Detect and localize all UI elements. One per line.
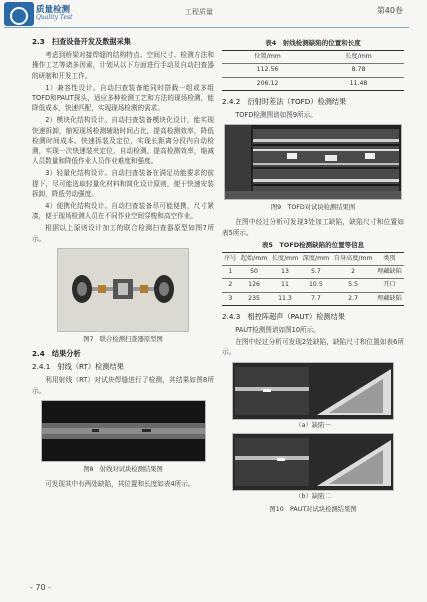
- paragraph: 在图中经过分析可发现2处缺陷，缺陷尺寸和位置如表6所示。: [222, 338, 404, 357]
- table-cell: 206.12: [222, 77, 313, 90]
- paragraph: 根据以上原则设计加工的联合检测扫查器原型如图7所示。: [32, 224, 214, 243]
- paragraph: 利用射线（RT）对试块焊缝进行了检测，其结果如图8所示。: [32, 376, 214, 395]
- figure-caption: 图10 PAUT对试块检测结果图: [269, 506, 357, 514]
- section-heading: 2.3 扫查设备开发及数据采集: [32, 37, 131, 46]
- table-header: 序号: [222, 253, 239, 266]
- section-heading: 2.4 结果分析: [32, 349, 81, 359]
- paragraph: 3）轻量化结构设计。自动扫查装备在满足功能要求的前提下，尽可能选取轻量化材料和简化设计原则，便于快速安装拆卸，降低劳动强度。: [32, 169, 214, 198]
- table-cell: 3: [222, 292, 239, 305]
- journal-name: 质量检测: [36, 5, 71, 15]
- right-column: [222, 36, 404, 519]
- paragraph: PAUT检测图谱如图10所示。: [235, 326, 320, 335]
- table-cell: 5.5: [331, 279, 374, 292]
- table-cell: 126: [239, 279, 270, 292]
- table-cell: 11.3: [270, 292, 301, 305]
- table-header: 自身高度/mm: [331, 253, 374, 266]
- table-cell: 5.7: [300, 266, 331, 279]
- paut-scan-b-illustration: [233, 434, 393, 490]
- table-cell: 11: [270, 279, 301, 292]
- table-cell: 开口: [375, 279, 404, 292]
- table-cell: 7.7: [300, 292, 331, 305]
- table-header: 位置/mm: [222, 51, 313, 64]
- paragraph: 可发现其中有两处缺陷，其位置和长度如表4所示。: [45, 480, 195, 489]
- figure-10a-paut-image: [232, 362, 394, 420]
- page-header: [0, 0, 427, 30]
- table-row: [222, 64, 404, 77]
- subsection-heading: 2.4.1 射线（RT）检测结果: [32, 362, 124, 372]
- table-header: 起始/mm: [239, 253, 270, 266]
- subfigure-caption: （b）缺陷二: [295, 492, 331, 500]
- subsection-heading: 2.4.3 相控阵超声（PAUT）检测结果: [222, 311, 345, 321]
- table-cell: 2.7: [331, 292, 374, 305]
- figure-caption: 图7 联合检测扫查器原型图: [83, 335, 163, 343]
- table-4-title: 表4 射线检测缺陷的位置和长度: [265, 39, 361, 47]
- figure-10b-paut-image: [232, 433, 394, 491]
- table-cell: 2: [222, 279, 239, 292]
- paragraph: 1）兼容性设计。自动扫查装备能同时搭载一组或多组TOFD和PAUT探头，适应多种检测工艺和方法的现场检测，能降低成本，快速匹配，实现现场检测的需求。: [32, 83, 214, 113]
- table-header: 长度/mm: [270, 253, 301, 266]
- table-cell: 235: [239, 292, 270, 305]
- table-cell: 埋藏缺陷: [375, 292, 404, 305]
- table-header: 深度/mm: [300, 253, 331, 266]
- subfigure-caption: （a）缺陷一: [295, 421, 331, 429]
- paragraph: TOFD检测图谱如图9所示。: [235, 111, 317, 120]
- left-column: [32, 36, 214, 491]
- paragraph: 在图中经过分析可发现3处加工缺陷，缺陷尺寸和位置如表5所示。: [222, 218, 404, 237]
- table-cell: 13: [270, 266, 301, 279]
- figure-caption: 图9 TOFD对试块检测结果图: [270, 204, 356, 212]
- table-row: [222, 292, 404, 305]
- table-4: [222, 50, 404, 91]
- table-cell: 1: [222, 266, 239, 279]
- scanner-illustration: [58, 249, 188, 331]
- figure-9-tofd-image: [224, 124, 402, 200]
- volume-label: 第40卷: [376, 6, 403, 15]
- table-row: [222, 279, 404, 292]
- paragraph: 考虑到桥梁对接焊缝的结构特点、空间尺寸、检测方法和操作工艺等诸多因素，计划从以下方面进行手动及自动扫查器的研制和开发工作。: [32, 51, 214, 80]
- table-cell: 10.5: [300, 279, 331, 292]
- table-cell: 112.56: [222, 64, 313, 77]
- journal-name-en: Quality Test: [36, 14, 73, 21]
- section-name: 工程质量: [185, 8, 213, 16]
- table-cell: 埋藏缺陷: [375, 266, 404, 279]
- table-5-title: 表5 TOFD检测缺陷的位置等信息: [261, 240, 365, 249]
- figure-8-rt-image: [41, 400, 206, 462]
- table-row: [222, 266, 404, 279]
- table-cell: 8.78: [313, 64, 404, 77]
- tofd-scan-illustration: [225, 125, 401, 199]
- journal-logo-icon: [4, 2, 34, 26]
- subsection-heading: 2.4.2 衍射时差法（TOFD）检测结果: [222, 96, 347, 106]
- table-header: 长度/mm: [313, 51, 404, 64]
- table-cell: 11.48: [313, 77, 404, 90]
- table-5: [222, 252, 404, 306]
- figure-caption: 图8 射线对试块检测结果图: [83, 465, 163, 473]
- radiograph-illustration: [42, 401, 205, 461]
- table-cell: 2: [331, 266, 374, 279]
- paragraph: 4）便携化结构设计。自动扫查装备尽可能便携，尺寸紧凑，便于现场检测人员在不同作业空间穿梭和高空作业。: [32, 202, 214, 221]
- table-cell: 50: [239, 266, 270, 279]
- header-rule: [4, 27, 409, 28]
- page-number: - 70 -: [30, 583, 52, 592]
- table-row: [222, 77, 404, 90]
- figure-7-scanner-photo: [57, 248, 189, 332]
- table-header: 类别: [375, 253, 404, 266]
- paragraph: 2）模块化结构设计。自动扫查装备模块化设计，能实现快速拆卸，缩短现场检测辅助时间占比，提高检测效率，降低检测时间成本。快速拆装及定位，实现长距离分段内自动检测，实现一次快速装夹定位，自动检测，提高检测效率，缩减人员数量和降低作业人员作业难度和强度。: [32, 116, 214, 166]
- paut-scan-a-illustration: [233, 363, 393, 419]
